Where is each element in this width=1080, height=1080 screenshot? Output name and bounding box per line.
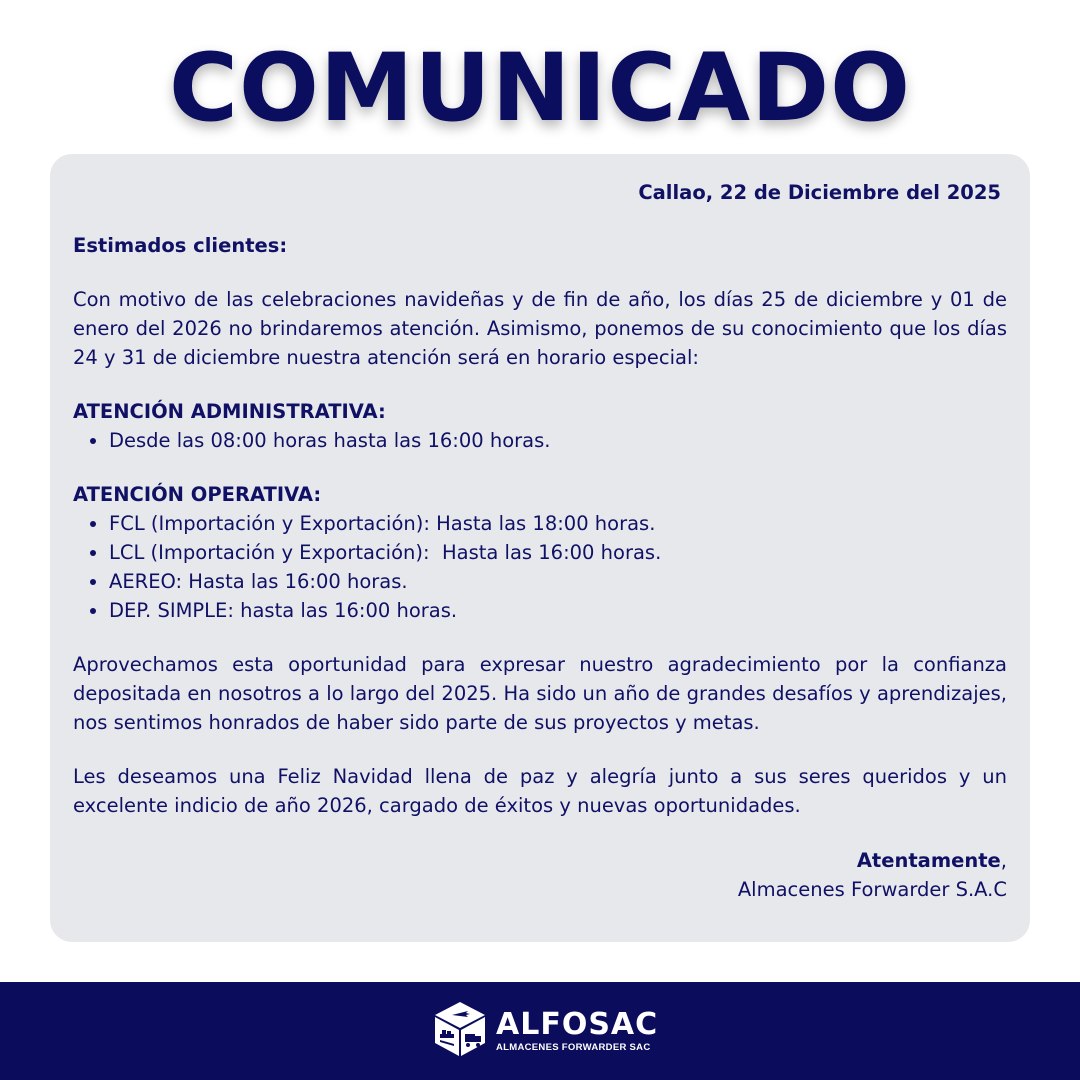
announcement-card (50, 154, 1030, 942)
list-item: • FCL (Importación y Exportación): Hasta las 18:00 horas. (109, 509, 1007, 538)
closing-comma: , (1000, 849, 1007, 872)
list-item: • AEREO: Hasta las 16:00 horas. (109, 567, 1007, 596)
list-item: • DEP. SIMPLE: hasta las 16:00 horas. (109, 596, 1007, 625)
footer-bar (0, 982, 1080, 1080)
list-item: • Desde las 08:00 horas hasta las 16:00 horas. (109, 426, 1007, 455)
letter-thanks: Aprovechamos esta oportunidad para expresar nuestro agradecimiento por la confianza depositada en nosotros a lo largo del 2025. Ha sido un año de grandes desafíos y aprendizajes, nos sentimos honrados de haber sido parte de sus proyectos y metas. (73, 653, 1007, 734)
operativa-list (73, 509, 1007, 625)
admin-heading: ATENCIÓN ADMINISTRATIVA: (73, 400, 386, 423)
brand-logo (432, 1002, 658, 1060)
cube-logo-icon (432, 1000, 488, 1062)
operativa-heading: ATENCIÓN OPERATIVA: (73, 483, 322, 506)
letter-intro: Con motivo de las celebraciones navideñas y de fin de año, los días 25 de diciembre y 01 de enero del 2026 no brindaremos atención. Asimismo, ponemos de su conocimiento que los días 24 y 31 de diciembre nuestra atención será en horario especial: (73, 288, 1007, 369)
list-item: • LCL (Importación y Exportación): Hasta las 16:00 horas. (109, 538, 1007, 567)
letter-signoff (73, 846, 1007, 904)
brand-name: ALFOSAC (496, 1006, 659, 1042)
letter-wishes: Les deseamos una Feliz Navidad llena de paz y alegría junto a sus seres queridos y un excelente indicio de año 2026, cargado de éxitos y nuevas oportunidades. (73, 765, 1007, 817)
brand-subtitle: ALMACENES FORWARDER SAC (496, 1041, 651, 1053)
letter-greeting: Estimados clientes: (73, 234, 288, 257)
page-title: COMUNICADO (168, 34, 912, 143)
admin-list (73, 426, 1007, 455)
closing-text: Atentamente (856, 849, 1001, 872)
signature: Almacenes Forwarder S.A.C (737, 878, 1007, 901)
letter-date: Callao, 22 de Diciembre del 2025 (638, 181, 1001, 204)
